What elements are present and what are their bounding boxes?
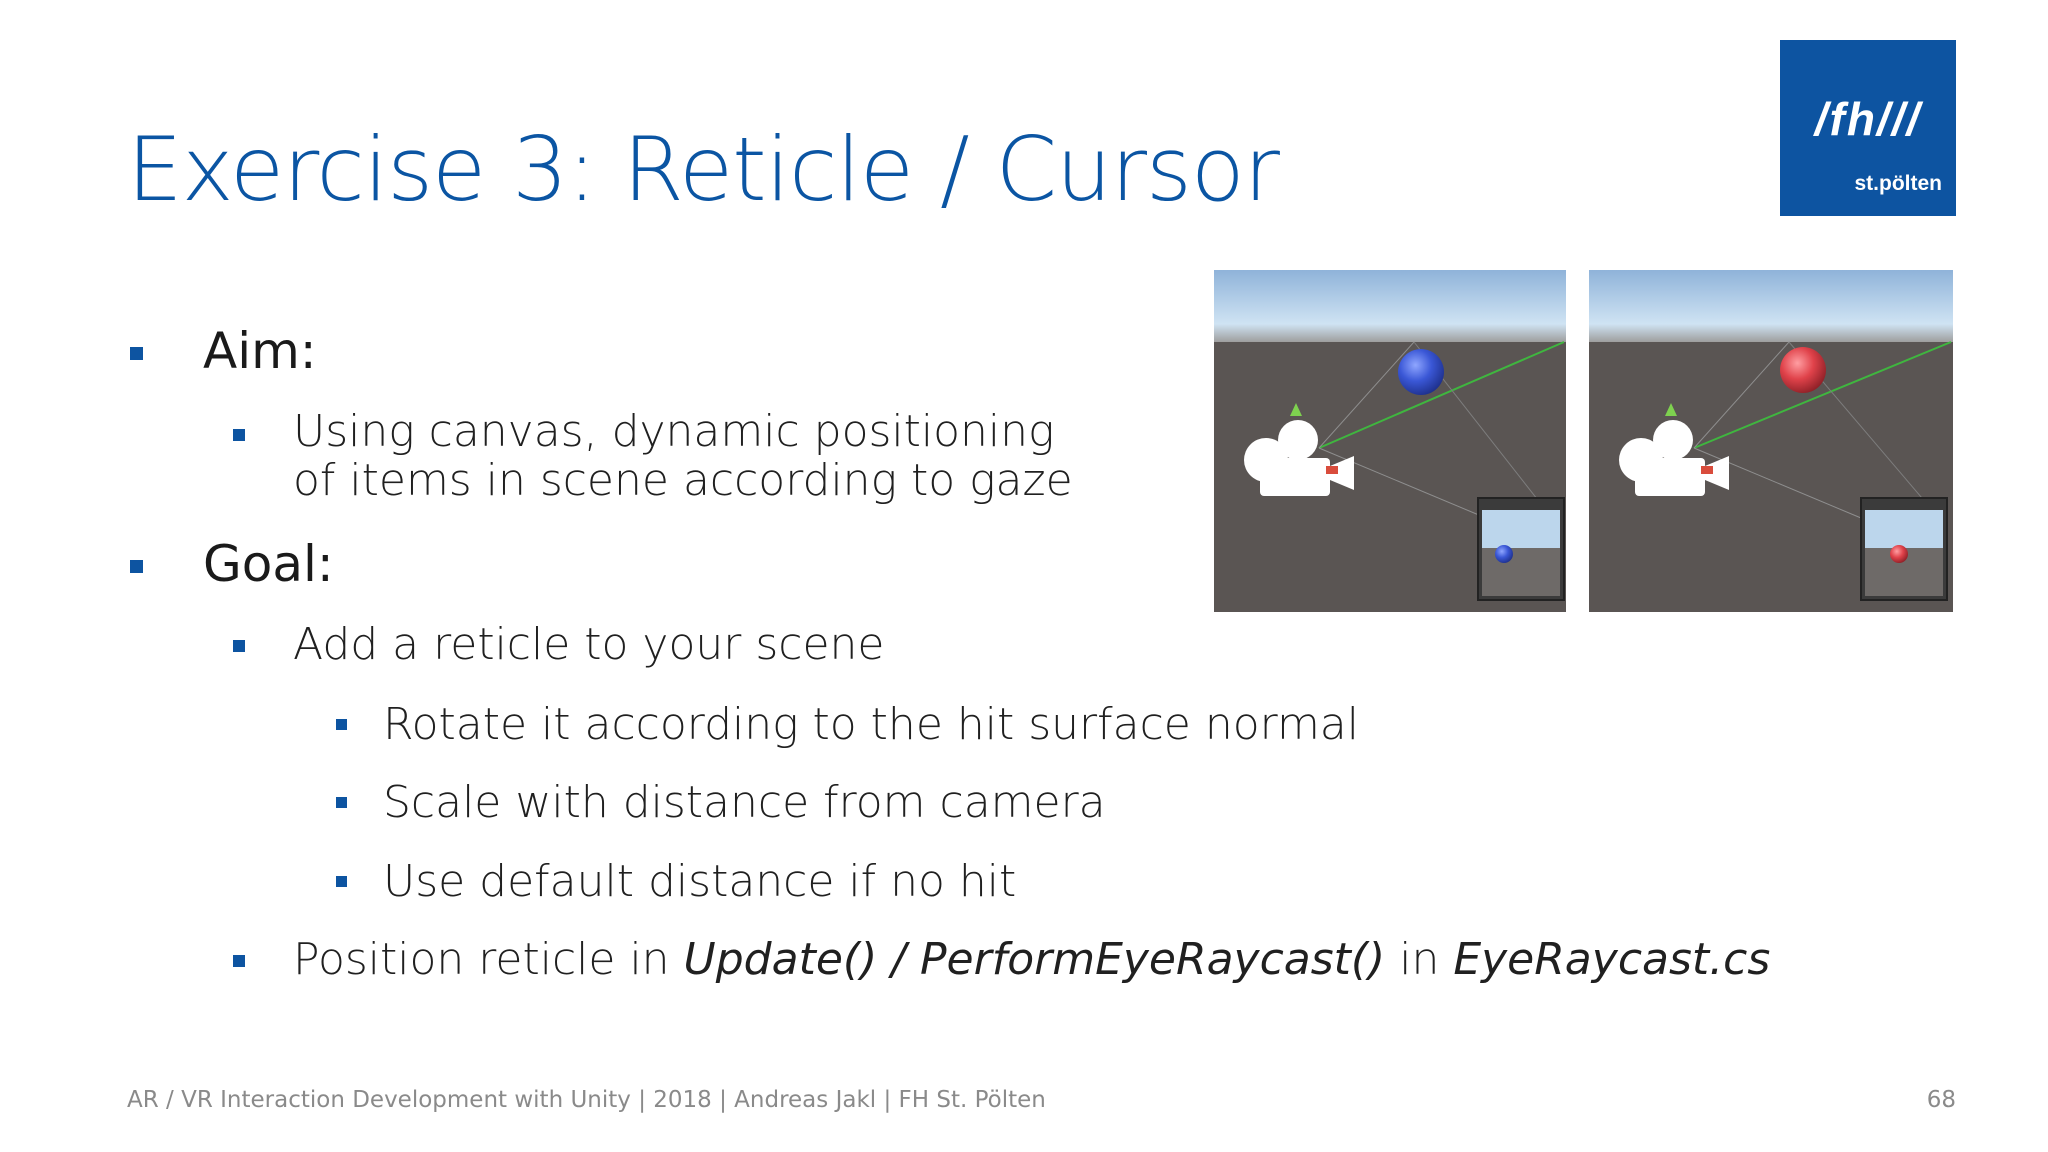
- bullet-marker: [233, 429, 245, 441]
- goal-item-add-reticle: Add a reticle to your scene: [293, 619, 885, 670]
- camera-preview-window: [1861, 498, 1947, 600]
- camera-preview-window: [1478, 498, 1564, 600]
- bullet-marker: [336, 876, 347, 887]
- blue-sphere: [1398, 349, 1444, 395]
- bullet-marker: [130, 560, 143, 573]
- slide-title: Exercise 3: Reticle / Cursor: [127, 118, 1279, 221]
- goal-heading: Goal:: [203, 535, 334, 593]
- aim-description-line-2: of items in scene according to gaze: [293, 455, 1073, 506]
- bullet-marker: [336, 719, 347, 730]
- bullet-marker: [233, 955, 245, 967]
- goal-item-position-reticle: [293, 935, 1770, 984]
- footer-text: AR / VR Interaction Development with Unity | 2018 | Andreas Jakl | FH St. Pölten: [127, 1087, 1046, 1113]
- bullet-marker: [130, 347, 143, 360]
- goal-sub-rotate: Rotate it according to the hit surface normal: [383, 699, 1359, 750]
- aim-description: [293, 407, 1073, 505]
- bullet-marker: [336, 797, 347, 808]
- scene-view-red: [1589, 270, 1953, 612]
- aim-description-line-1: Using canvas, dynamic positioning: [293, 406, 1055, 457]
- aim-heading: Aim:: [203, 322, 317, 380]
- unity-scene-screenshot-red: [1589, 270, 1953, 612]
- red-sphere: [1780, 347, 1826, 393]
- page-number: 68: [1926, 1087, 1956, 1113]
- logo-mark: /fh///: [1814, 93, 1922, 145]
- goal-item2-file: EyeRaycast.cs: [1453, 934, 1771, 985]
- goal-item2-method: Update() / PerformEyeRaycast(): [683, 934, 1386, 985]
- goal-sub-scale: Scale with distance from camera: [383, 777, 1106, 828]
- goal-item2-prefix: Position reticle in: [293, 934, 684, 985]
- bullet-marker: [233, 640, 245, 652]
- goal-sub-default-distance: Use default distance if no hit: [383, 856, 1017, 907]
- goal-item2-middle: in: [1385, 934, 1454, 985]
- logo-subtitle: st.pölten: [1854, 172, 1942, 195]
- unity-scene-screenshot-blue: [1214, 270, 1566, 612]
- scene-view-blue: [1214, 270, 1566, 612]
- fh-st-poelten-logo: [1780, 40, 1956, 216]
